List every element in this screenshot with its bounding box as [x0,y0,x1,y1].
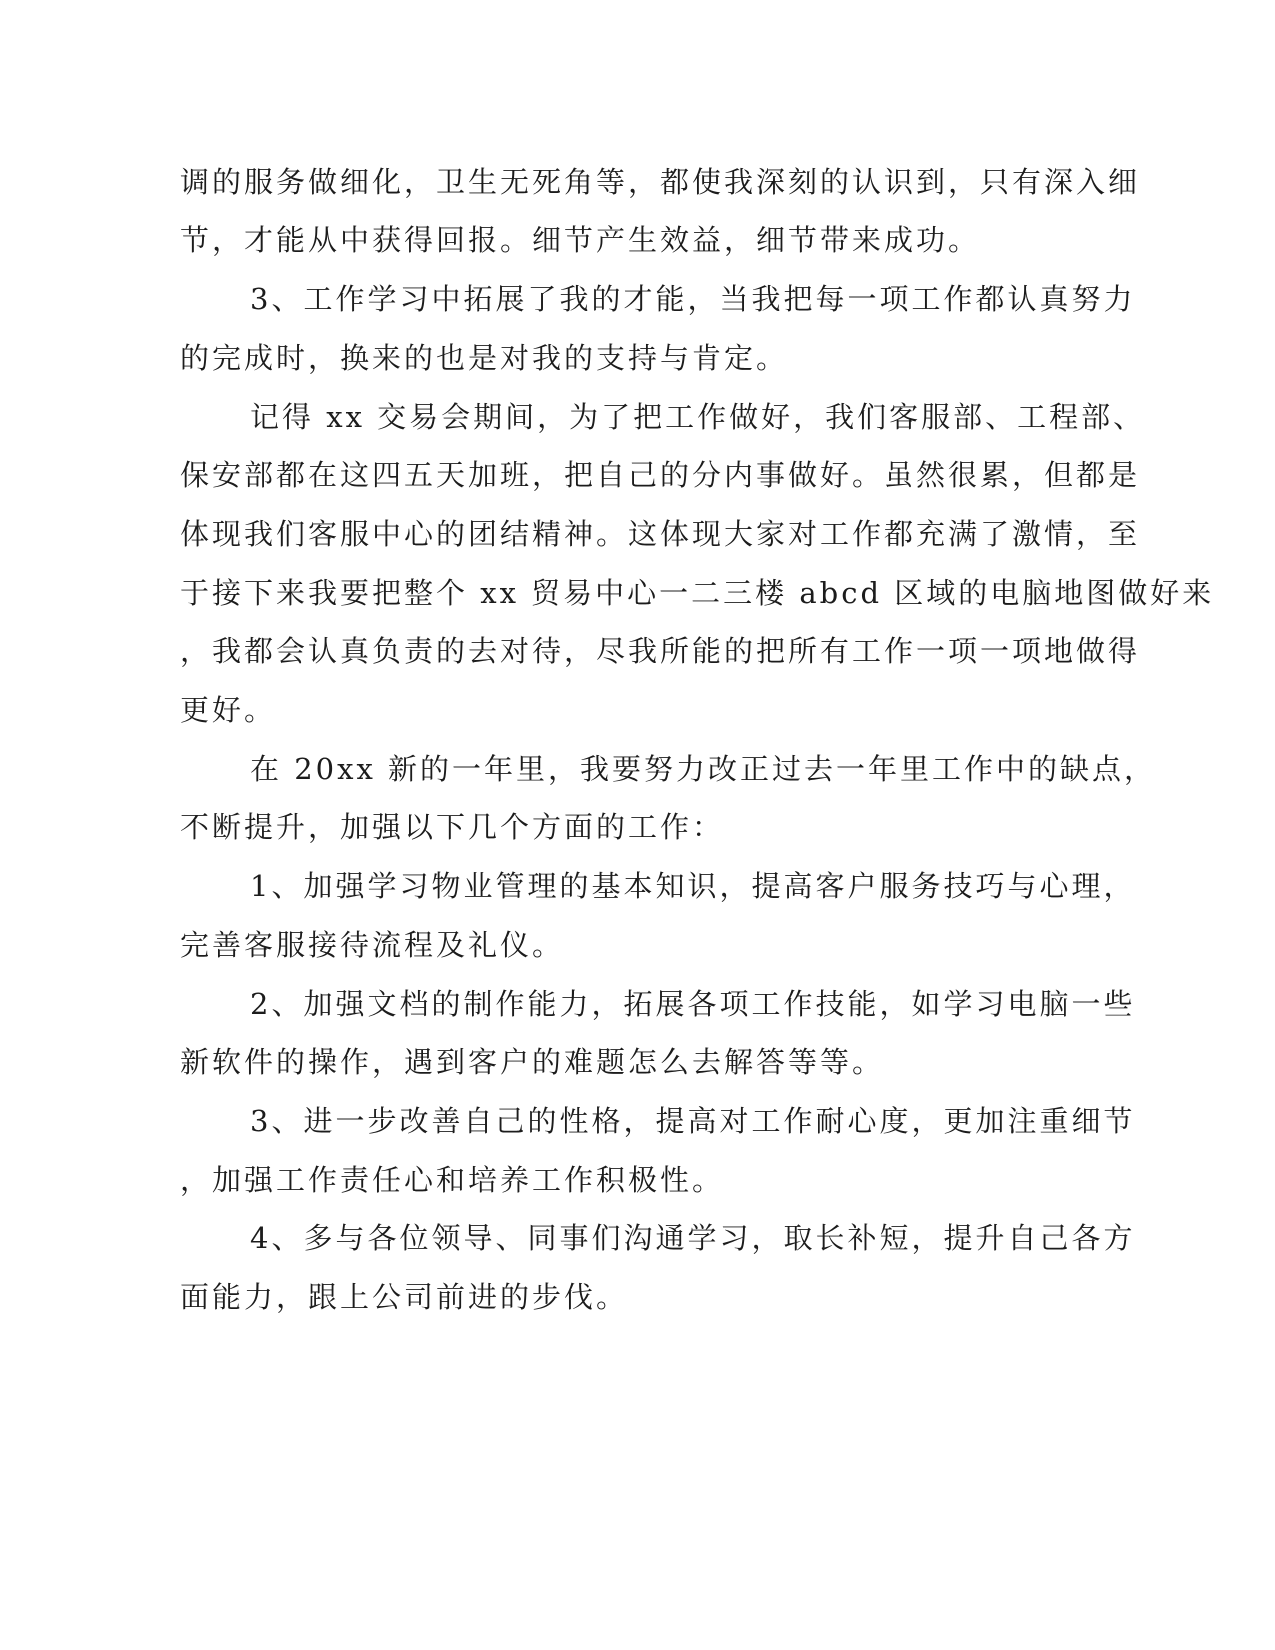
text-line: ，加强工作责任心和培养工作积极性。 [180,1163,725,1197]
paragraph-start-line: 记得 xx 交易会期间，为了把工作做好，我们客服部、工程部、 [250,400,1146,434]
text-line: 保安部都在这四五天加班，把自己的分内事做好。虽然很累，但都是 [180,458,1141,492]
text-line: 更好。 [180,693,277,727]
text-line: 于接下来我要把整个 xx 贸易中心一二三楼 abcd 区域的电脑地图做好来 [180,576,1215,610]
paragraph-start-line: 3、进一步改善自己的性格，提高对工作耐心度，更加注重细节 [250,1104,1136,1138]
text-line: 调的服务做细化，卫生无死角等，都使我深刻的认识到，只有深入细 [180,165,1141,199]
paragraph-start-line: 在 20xx 新的一年里，我要努力改正过去一年里工作中的缺点， [250,752,1157,786]
text-line: 的完成时，换来的也是对我的支持与肯定。 [180,341,789,375]
text-line: 新软件的操作，遇到客户的难题怎么去解答等等。 [180,1045,885,1079]
text-line: 不断提升，加强以下几个方面的工作： [180,810,725,844]
paragraph-start-line: 2、加强文档的制作能力，拓展各项工作技能，如学习电脑一些 [250,987,1136,1021]
paragraph-start-line: 4、多与各位领导、同事们沟通学习，取长补短，提升自己各方 [250,1221,1136,1255]
text-line: 体现我们客服中心的团结精神。这体现大家对工作都充满了激情，至 [180,517,1141,551]
text-line: ，我都会认真负责的去对待，尽我所能的把所有工作一项一项地做得 [180,634,1141,668]
text-line: 节，才能从中获得回报。细节产生效益，细节带来成功。 [180,223,981,257]
text-line: 完善客服接待流程及礼仪。 [180,928,565,962]
paragraph-start-line: 3、工作学习中拓展了我的才能，当我把每一项工作都认真努力 [250,282,1136,316]
paragraph-start-line: 1、加强学习物业管理的基本知识，提高客户服务技巧与心理， [250,869,1136,903]
text-line: 面能力，跟上公司前进的步伐。 [180,1280,629,1314]
